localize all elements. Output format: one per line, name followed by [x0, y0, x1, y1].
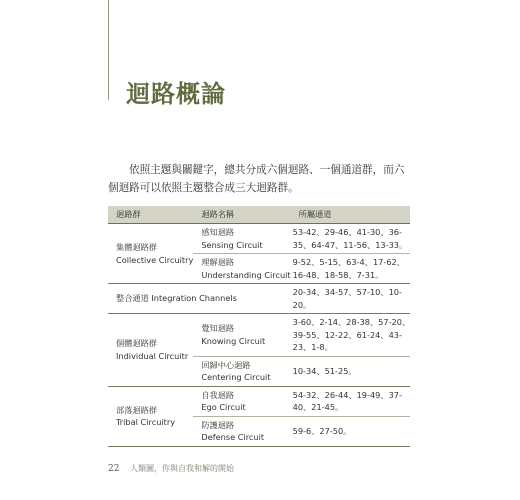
channels-line: 20。 — [292, 299, 312, 310]
group-name-zh: 集體迴路群 — [116, 242, 157, 252]
channels-line: 20-34、34-57、57-10、10- — [292, 287, 402, 297]
channels-line: 10-34、51-25。 — [292, 365, 357, 376]
integration-label: 整合通道 Integration Channels — [116, 293, 237, 304]
table-row — [108, 386, 410, 416]
header-circuit-group: 迴路群 — [108, 206, 193, 224]
group-name-en: Individual Circuitr — [116, 350, 189, 361]
channels-line: 39-55、12-22、61-24、43- — [292, 329, 402, 340]
channels-line: 9-52、5-15、63-4、17-62、 — [292, 257, 405, 267]
chapter-title: 迴路概論 — [126, 79, 226, 108]
circuit-name-en: Centering Circuit — [201, 372, 271, 382]
circuit-name-cell — [193, 224, 290, 254]
intro-paragraph: 依照主題與關鍵字，總共分成六個迴路、一個通道群，而六個迴路可以依照主題整合成三大迴路群。 — [108, 164, 405, 194]
group-cell-tribal — [108, 386, 193, 446]
circuit-name-cell — [193, 386, 290, 416]
circuit-name-zh: 防護迴路 — [201, 419, 235, 430]
circuit-name-zh: 感知迴路 — [201, 227, 235, 237]
channels-cell — [291, 254, 411, 284]
channels-line: 23、1-8。 — [292, 342, 333, 352]
group-name-zh: 部落迴路群 — [116, 404, 157, 415]
circuit-name-zh: 覺知迴路 — [201, 323, 235, 334]
circuit-name-en: Defense Circuit — [201, 432, 265, 442]
circuit-table — [108, 206, 410, 447]
group-name-zh: 個體迴路群 — [116, 338, 157, 349]
circuit-name-en: Understanding Circuit — [201, 269, 291, 280]
group-cell-individual — [108, 314, 193, 387]
channels-line: 16-48、18-58、7-31。 — [292, 269, 384, 280]
header-circuit-name: 迴路名稱 — [193, 206, 290, 224]
channels-cell — [291, 314, 411, 357]
group-name-en: Collective Circuitry — [116, 254, 194, 265]
page-footer — [108, 463, 234, 474]
circuit-name-en: Knowing Circuit — [201, 335, 266, 346]
channels-cell — [291, 356, 411, 386]
channels-cell — [291, 386, 411, 416]
table-row — [108, 314, 410, 357]
channels-line: 59-6、27-50。 — [292, 425, 352, 436]
table-header-row — [108, 206, 410, 224]
circuit-name-zh: 回歸中心迴路 — [201, 359, 251, 370]
circuit-name-zh: 理解迴路 — [201, 257, 235, 267]
page-number: 22 — [108, 464, 120, 474]
channels-line: 53-42、29-46、41-30、36- — [292, 227, 402, 237]
circuit-name-en: Sensing Circuit — [201, 239, 263, 250]
channels-line: 54-32、26-44、19-49、37- — [292, 389, 402, 400]
circuit-name-cell — [193, 416, 290, 446]
group-name-en: Tribal Circuitry — [116, 417, 176, 427]
circuit-name-zh: 自我迴路 — [201, 389, 235, 400]
channels-line: 3-60、2-14、28-38、57-20、 — [292, 317, 411, 327]
group-cell-collective — [108, 224, 193, 284]
table-row — [108, 284, 410, 314]
table-row — [108, 224, 410, 254]
channels-cell — [291, 224, 411, 254]
running-title: 人類圖，你與自我和解的開始 — [130, 464, 234, 473]
circuit-name-cell — [193, 356, 290, 386]
channels-cell — [291, 284, 411, 314]
channels-line: 35、64-47、11-56、13-33。 — [292, 239, 408, 250]
header-channels: 所屬通道 — [291, 206, 411, 224]
channels-line: 40、21-45。 — [292, 402, 344, 412]
channels-cell — [291, 416, 411, 446]
circuit-name-cell — [193, 314, 290, 357]
circuit-name-en: Ego Circuit — [201, 402, 246, 412]
circuit-name-cell — [193, 254, 290, 284]
integration-label-cell — [108, 284, 291, 314]
margin-rule — [108, 0, 109, 100]
